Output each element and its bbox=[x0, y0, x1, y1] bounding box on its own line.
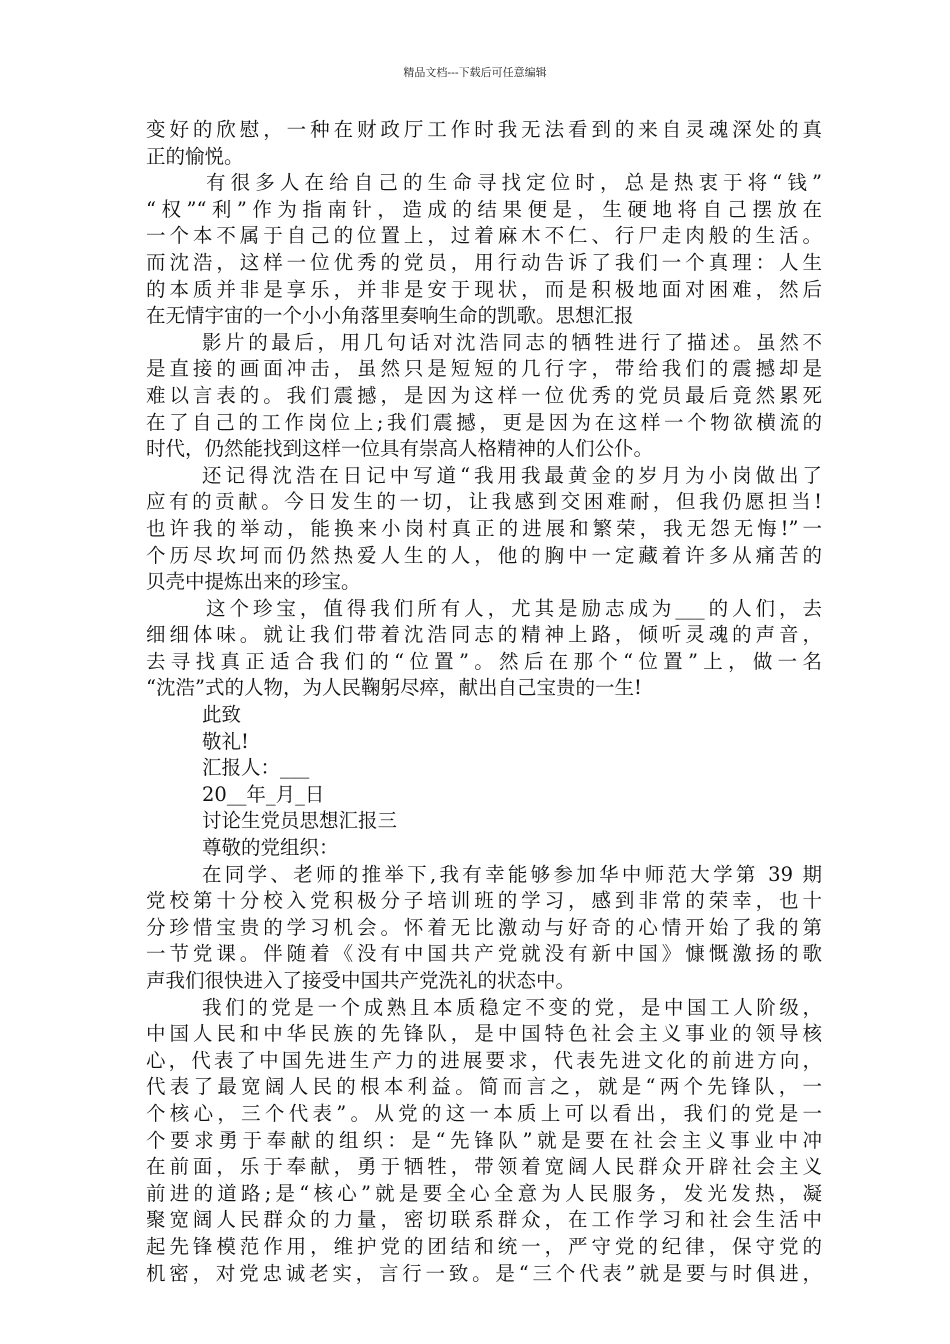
text-line: 个历尽坎坷而仍然热爱人生的人，他的胸中一定藏着许多从痛苦的 bbox=[146, 543, 822, 567]
text-line: 在了自己的工作岗位上;我们震撼，更是因为在这样一个物欲横流的 bbox=[146, 410, 822, 434]
text-line: 分珍惜宝贵的学习机会。怀着无比激动与好奇的心情开始了我的第 bbox=[146, 915, 822, 939]
text-line: 此致 bbox=[202, 703, 242, 727]
text-line: 是直接的画面冲击，虽然只是短短的几行字，带给我们的震撼却是 bbox=[146, 357, 822, 381]
text-line: 有很多人在给自己的生命寻找定位时，总是热衷于将“钱” bbox=[206, 171, 822, 195]
text-line: 还记得沈浩在日记中写道“我用我最黄金的岁月为小岗做出了 bbox=[202, 463, 822, 487]
text-line: 影片的最后，用几句话对沈浩同志的牺牲进行了描述。虽然不 bbox=[202, 330, 822, 354]
text-line: 在无情宇宙的一个小小角落里奏响生命的凯歌。思想汇报 bbox=[146, 304, 634, 328]
text-line: 汇报人：___ bbox=[202, 756, 310, 780]
text-line: 也许我的举动，能换来小岗村真正的进展和繁荣，我无怨无悔!”一 bbox=[146, 516, 822, 540]
text-line: 时代，仍然能找到这样一位具有崇高人格精神的人们公仆。 bbox=[146, 437, 654, 461]
text-line: 20__年_月_日 bbox=[202, 782, 325, 806]
text-line: 前进的道路;是“核心”就是要全心全意为人民服务，发光发热，凝 bbox=[146, 1181, 822, 1205]
text-line: 个核心，三个代表”。从党的这一本质上可以看出，我们的党是一 bbox=[146, 1101, 822, 1125]
text-line: 这个珍宝，值得我们所有人，尤其是励志成为___的人们，去 bbox=[206, 596, 822, 620]
text-line: “沈浩”式的人物，为人民鞠躬尽瘁，献出自己宝贵的一生! bbox=[146, 676, 642, 700]
text-line: 我们的党是一个成熟且本质稳定不变的党，是中国工人阶级， bbox=[202, 995, 822, 1019]
text-line: 一个本不属于自己的位置上，过着麻木不仁、行尸走肉般的生活。 bbox=[146, 224, 822, 248]
text-line: 应有的贡献。今日发生的一切，让我感到交困难耐，但我仍愿担当! bbox=[146, 490, 822, 514]
text-line: 的本质并非是享乐，并非是安于现状，而是积极地面对困难，然后 bbox=[146, 277, 822, 301]
text-line: 聚宽阔人民群众的力量，密切联系群众，在工作学习和社会生活中 bbox=[146, 1208, 822, 1232]
page-header: 精品文档---下载后可任意编辑 bbox=[403, 66, 547, 79]
text-line: 讨论生党员思想汇报三 bbox=[202, 809, 398, 833]
text-line: “权”“利”作为指南针，造成的结果便是，生硬地将自己摆放在 bbox=[146, 197, 822, 221]
text-line: 而沈浩，这样一位优秀的党员，用行动告诉了我们一个真理：人生 bbox=[146, 250, 822, 274]
text-line: 贝壳中提炼出来的珍宝。 bbox=[146, 570, 361, 594]
text-line: 个要求勇于奉献的组织：是“先锋队”就是要在社会主义事业中冲 bbox=[146, 1128, 822, 1152]
text-line: 机密，对党忠诚老实，言行一致。是“三个代表”就是要与时俱进， bbox=[146, 1261, 822, 1285]
text-line: 正的愉悦。 bbox=[146, 144, 244, 168]
text-line: 去寻找真正适合我们的“位置”。然后在那个“位置”上，做一名 bbox=[146, 649, 822, 673]
text-line: 敬礼! bbox=[202, 729, 249, 753]
document-body bbox=[146, 117, 822, 1287]
text-line: 细细体味。就让我们带着沈浩同志的精神上路，倾听灵魂的声音， bbox=[146, 623, 822, 647]
text-line: 在同学、老师的推举下,我有幸能够参加华中师范大学第 39 期 bbox=[202, 862, 822, 886]
text-line: 中国人民和中华民族的先锋队，是中国特色社会主义事业的领导核 bbox=[146, 1022, 822, 1046]
text-line: 一节党课。伴随着《没有中国共产党就没有新中国》慷慨激扬的歌 bbox=[146, 942, 822, 966]
text-line: 尊敬的党组织： bbox=[202, 836, 339, 860]
text-line: 党校第十分校入党积极分子培训班的学习，感到非常的荣幸，也十 bbox=[146, 889, 822, 913]
text-line: 起先锋模范作用，维护党的团结和统一，严守党的纪律，保守党的 bbox=[146, 1234, 822, 1258]
text-line: 声我们很快进入了接受中国共产党洗礼的状态中。 bbox=[146, 969, 576, 992]
text-line: 难以言表的。我们震撼，是因为这样一位优秀的党员最后竟然累死 bbox=[146, 383, 822, 407]
text-line: 在前面，乐于奉献，勇于牺牲，带领着宽阔人民群众开辟社会主义 bbox=[146, 1155, 822, 1179]
text-line: 变好的欣慰，一种在财政厅工作时我无法看到的来自灵魂深处的真 bbox=[146, 118, 822, 141]
text-line: 心，代表了中国先进生产力的进展要求，代表先进文化的前进方向， bbox=[146, 1048, 822, 1072]
text-line: 代表了最宽阔人民的根本利益。简而言之，就是“两个先锋队，一 bbox=[146, 1075, 822, 1099]
